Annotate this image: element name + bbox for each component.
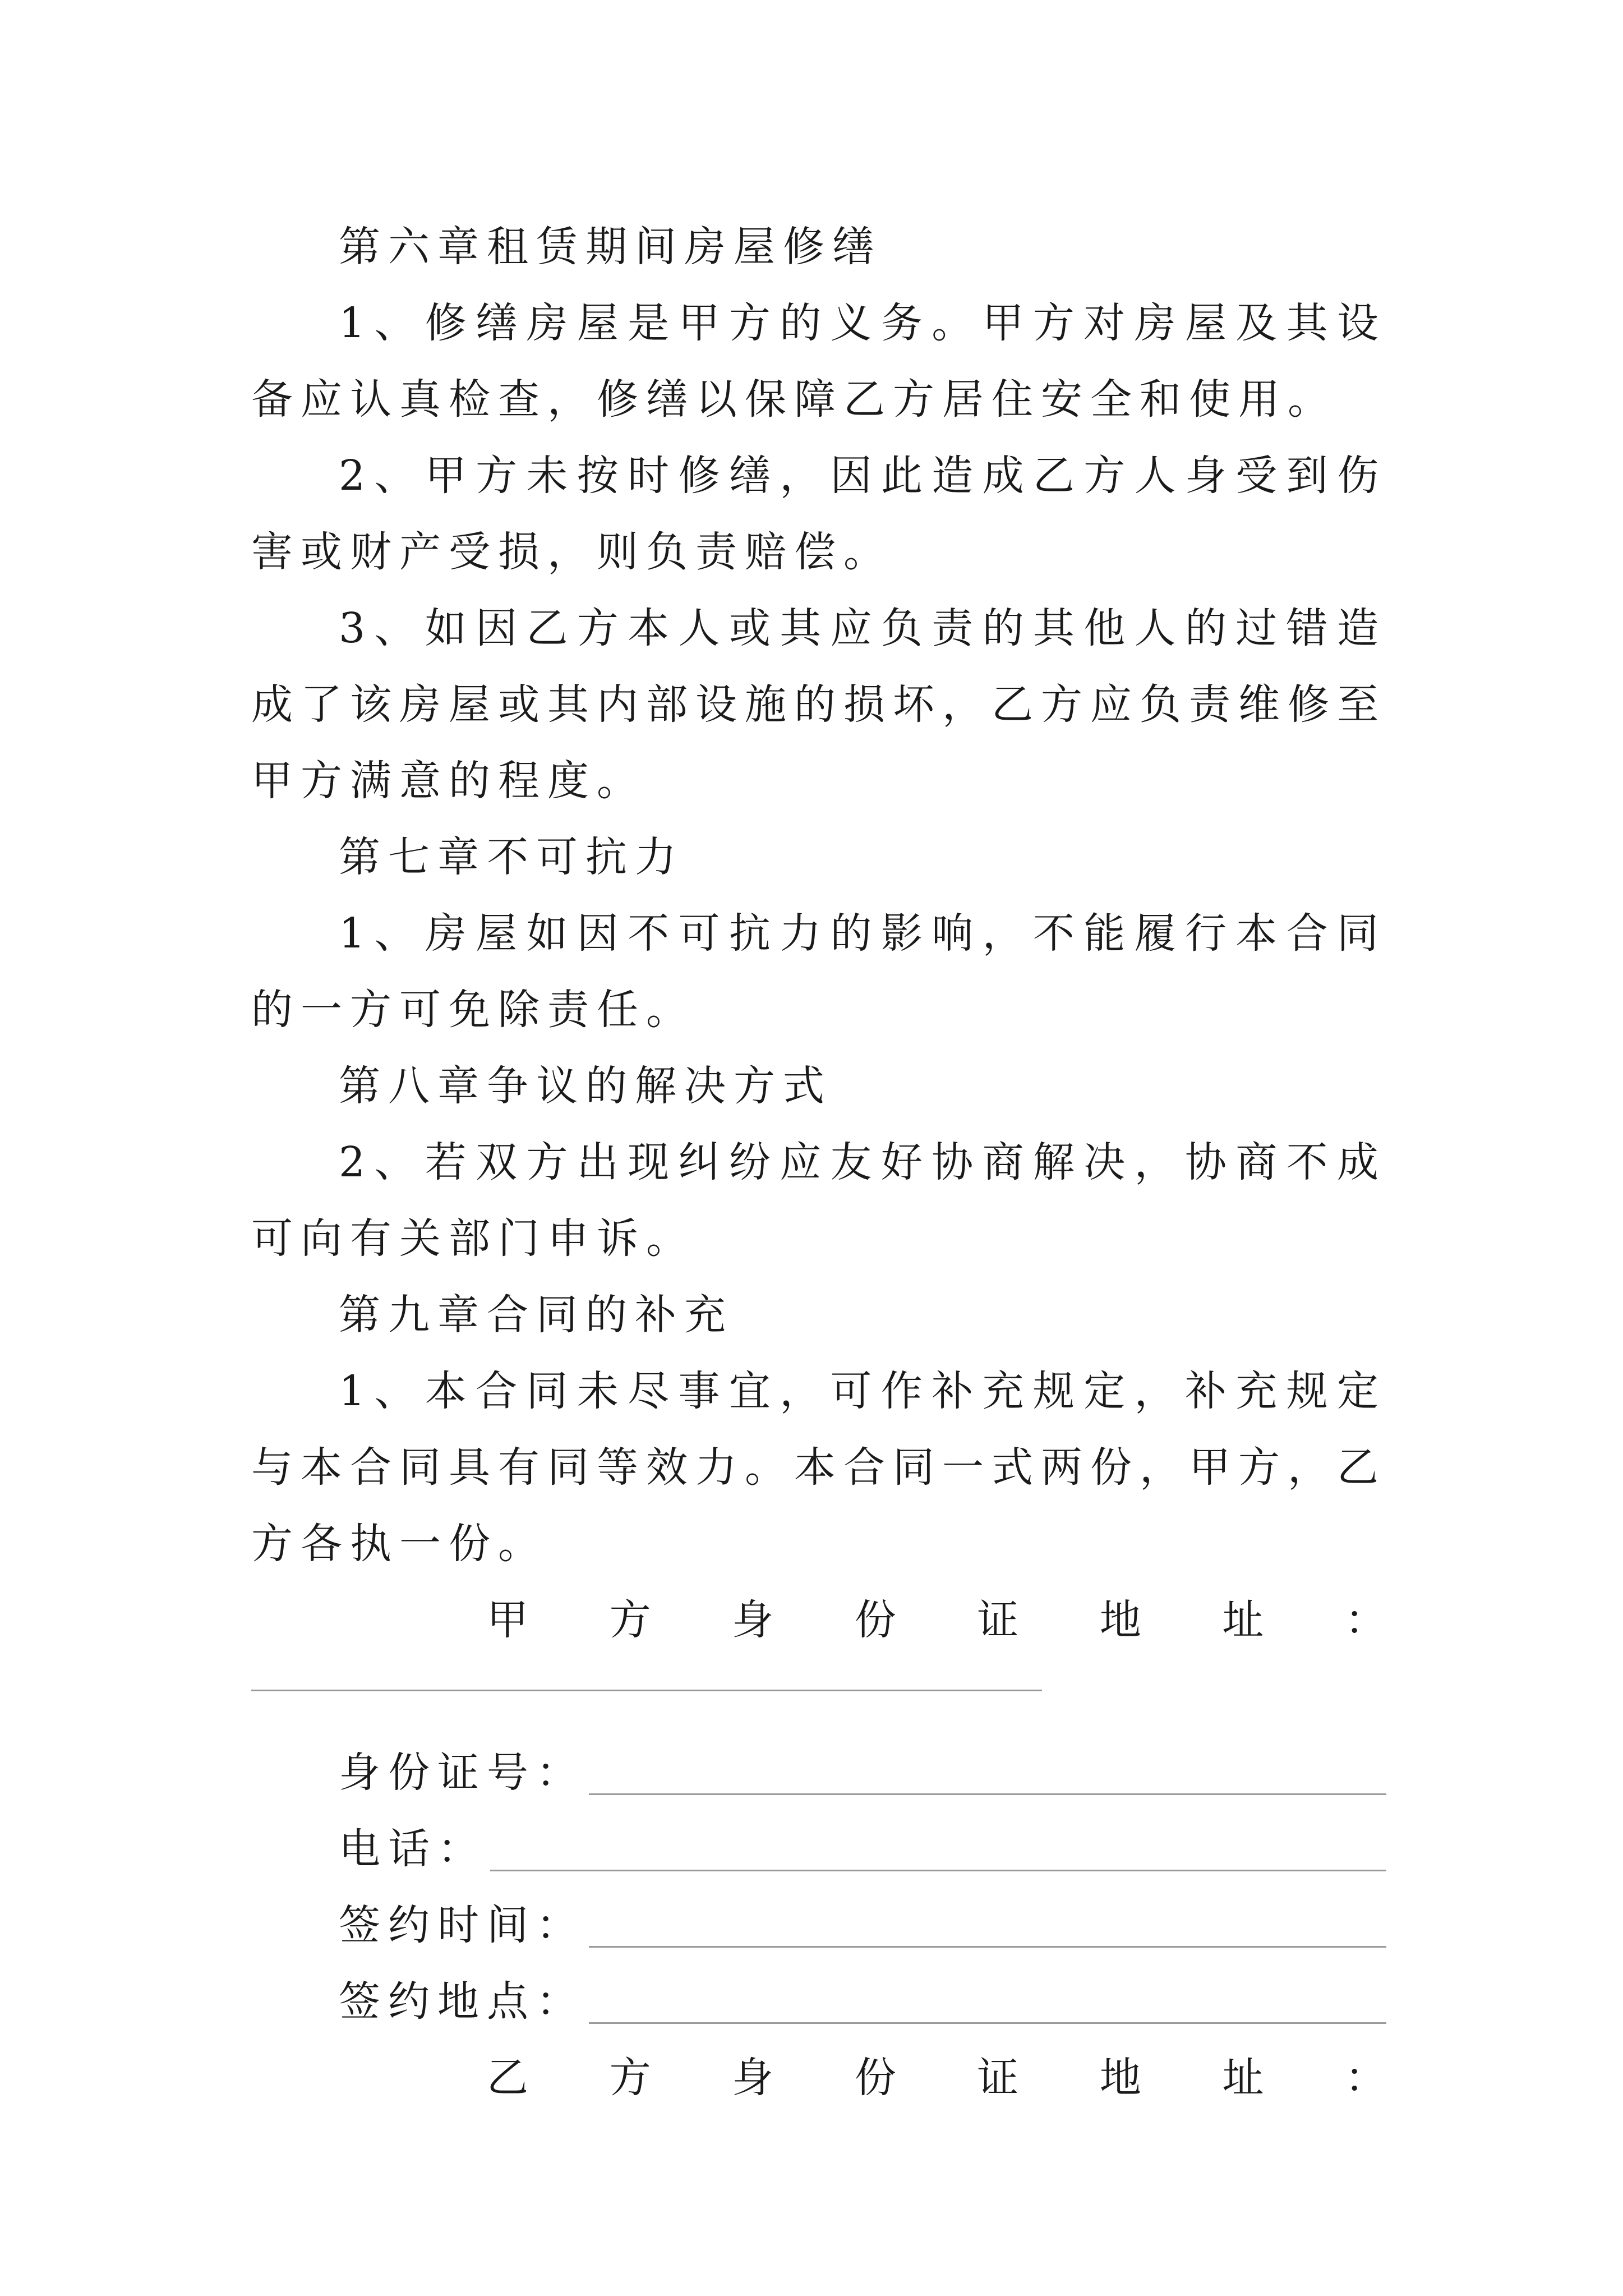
party-a-address-label — [251, 1582, 1386, 1658]
id-number-label: 身份证号： — [339, 1749, 585, 1797]
label-char: ： — [1344, 1596, 1386, 1644]
sign-place-label: 签约地点： — [339, 1977, 585, 2026]
label-char: 证 — [977, 1596, 1019, 1644]
label-char: 地 — [1099, 2054, 1141, 2102]
sign-place-blank[interactable] — [589, 2022, 1386, 2024]
underline — [251, 1690, 1042, 1691]
chapter-6-item-2: 2、甲方未按时修缮，因此造成乙方人身受到伤害或财产受损，则负责赔偿。 — [251, 452, 1386, 576]
sign-time-field[interactable] — [251, 1887, 1386, 1963]
chapter-7-title: 第七章不可抗力 — [339, 833, 684, 881]
sign-time-blank[interactable] — [589, 1946, 1386, 1948]
sign-place-field[interactable] — [251, 1963, 1386, 2040]
chapter-6-item-3: 3、如因乙方本人或其应负责的其他人的过错造成了该房屋或其内部设施的损坏，乙方应负责维修至甲方满意的程度。 — [251, 604, 1386, 805]
party-a-phone-field[interactable] — [251, 1811, 1386, 1887]
label-char: 身 — [732, 1596, 774, 1644]
label-char: 地 — [1099, 1596, 1141, 1644]
chapter-6-item-1: 1、修缮房屋是甲方的义务。甲方对房屋及其设备应认真检查，修缮以保障乙方居住安全和使用。 — [251, 299, 1386, 424]
chapter-8-title: 第八章争议的解决方式 — [339, 1062, 832, 1110]
chapter-7-item-1: 1、房屋如因不可抗力的影响，不能履行本合同的一方可免除责任。 — [251, 909, 1386, 1034]
label-char: 份 — [854, 2054, 896, 2102]
label-char: 甲 — [487, 1596, 528, 1644]
label-char: 方 — [609, 2054, 651, 2102]
chapter-9-item-1: 1、本合同未尽事宜，可作补充规定，补充规定与本合同具有同等效力。本合同一式两份，甲方，乙方各执一份。 — [251, 1367, 1386, 1568]
chapter-6-title: 第六章租赁期间房屋修缮 — [339, 223, 882, 271]
phone-blank[interactable] — [490, 1870, 1386, 1871]
phone-label: 电话： — [339, 1825, 487, 1873]
label-char: 方 — [609, 1596, 651, 1644]
id-number-blank[interactable] — [589, 1793, 1386, 1795]
contract-body — [251, 209, 1386, 2116]
label-char: 乙 — [487, 2054, 528, 2102]
sign-time-label: 签约时间： — [339, 1901, 585, 1949]
party-a-address-blank[interactable] — [251, 1658, 1386, 1734]
label-char: 址 — [1222, 2054, 1264, 2102]
label-char: 份 — [854, 1596, 896, 1644]
party-a-id-field[interactable] — [251, 1734, 1386, 1811]
party-b-address-label — [251, 2040, 1386, 2116]
chapter-9-title: 第九章合同的补充 — [339, 1291, 734, 1339]
label-char: 身 — [732, 2054, 774, 2102]
label-char: 证 — [977, 2054, 1019, 2102]
label-char: 址 — [1222, 1596, 1264, 1644]
label-char: ： — [1344, 2054, 1386, 2102]
chapter-8-item-2: 2、若双方出现纠纷应友好协商解决，协商不成可向有关部门申诉。 — [251, 1138, 1386, 1263]
